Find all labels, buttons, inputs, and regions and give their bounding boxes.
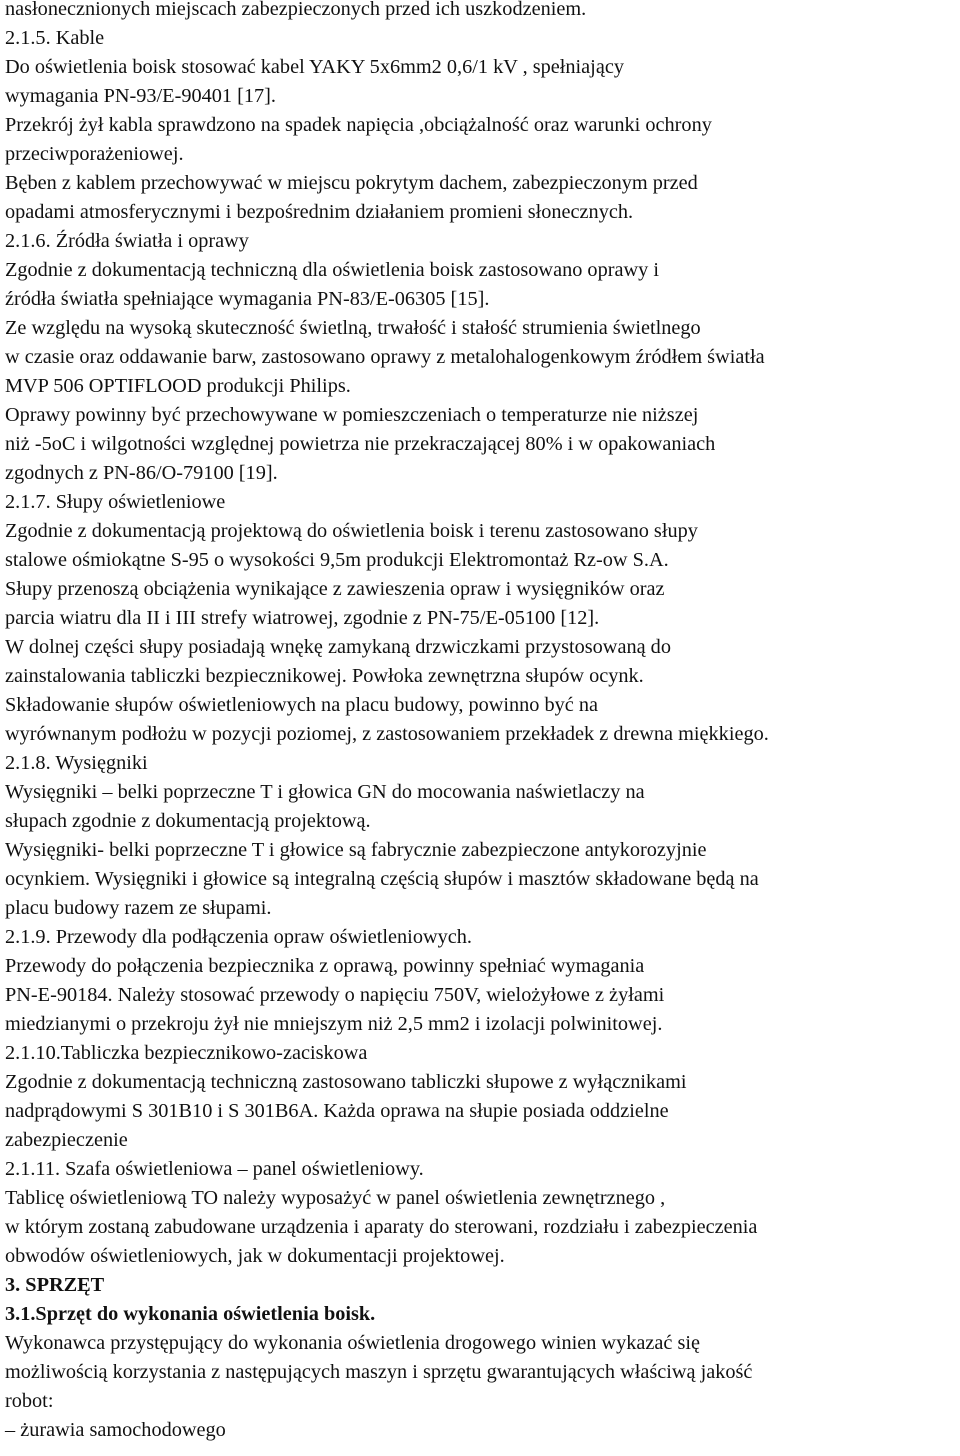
text-line: robot:	[5, 1390, 54, 1412]
text-line: Zgodnie z dokumentacją techniczną dla oświetlenia boisk zastosowano oprawy i	[5, 259, 659, 281]
text-line: zabezpieczenie	[5, 1129, 128, 1151]
text-line: Oprawy powinny być przechowywane w pomieszczeniach o temperaturze nie niższej	[5, 404, 699, 426]
text-line: stalowe ośmiokątne S-95 o wysokości 9,5m produkcji Elektromontaż Rz-ow S.A.	[5, 549, 669, 571]
text-line: Zgodnie z dokumentacją techniczną zastosowano tabliczki słupowe z wyłącznikami	[5, 1071, 687, 1093]
text-line: nasłonecznionych miejscach zabezpieczonych przed ich uszkodzeniem.	[5, 0, 587, 20]
text-line: źródła światła spełniające wymagania PN-83/E-06305 [15].	[5, 288, 490, 310]
text-line: Zgodnie z dokumentacją projektową do oświetlenia boisk i terenu zastosowano słupy	[5, 520, 698, 542]
text-line: obwodów oświetleniowych, jak w dokumentacji projektowej.	[5, 1245, 505, 1267]
text-line: w którym zostaną zabudowane urządzenia i aparaty do sterowani, rozdziału i zabezpieczenia	[5, 1216, 758, 1238]
text-line: w czasie oraz oddawanie barw, zastosowano oprawy z metalohalogenkowym źródłem światła	[5, 346, 765, 368]
section-heading-line: 3. SPRZĘT	[5, 1274, 105, 1296]
text-line: Wysięgniki- belki poprzeczne T i głowice są fabrycznie zabezpieczone antykorozyjnie	[5, 839, 707, 861]
text-line: W dolnej części słupy posiadają wnękę zamykaną drzwiczkami przystosowaną do	[5, 636, 671, 658]
text-line: Wykonawca przystępujący do wykonania oświetlenia drogowego winien wykazać się	[5, 1332, 700, 1354]
text-line: 2.1.7. Słupy oświetleniowe	[5, 491, 226, 513]
text-line: placu budowy razem ze słupami.	[5, 897, 272, 919]
text-line: miedzianymi o przekroju żył nie mniejszym niż 2,5 mm2 i izolacji polwinitowej.	[5, 1013, 663, 1035]
text-line: niż -5oC i wilgotności względnej powietrza nie przekraczającej 80% i w opakowaniach	[5, 433, 716, 455]
document-page	[5, 0, 960, 1445]
text-line: wyrównanym podłożu w pozycji poziomej, z zastosowaniem przekładek z drewna miękkiego.	[5, 723, 769, 745]
text-line: Ze względu na wysoką skuteczność świetlną, trwałość i stałość strumienia świetlnego	[5, 317, 701, 339]
text-line: 2.1.6. Źródła światła i oprawy	[5, 230, 249, 252]
text-line: Składowanie słupów oświetleniowych na placu budowy, powinno być na	[5, 694, 599, 716]
text-line: parcia wiatru dla II i III strefy wiatrowej, zgodnie z PN-75/E-05100 [12].	[5, 607, 600, 629]
text-line: Przekrój żył kabla sprawdzono na spadek napięcia ,obciążalność oraz warunki ochrony	[5, 114, 712, 136]
text-line: 2.1.5. Kable	[5, 27, 105, 49]
text-line: możliwością korzystania z następujących maszyn i sprzętu gwarantujących właściwą jakość	[5, 1361, 753, 1383]
text-line: wymagania PN-93/E-90401 [17].	[5, 85, 276, 107]
text-line: 2.1.9. Przewody dla podłączenia opraw oświetleniowych.	[5, 926, 472, 948]
text-line: MVP 506 OPTIFLOOD produkcji Philips.	[5, 375, 351, 397]
text-line: Do oświetlenia boisk stosować kabel YAKY 5x6mm2 0,6/1 kV , spełniający	[5, 56, 624, 78]
text-line: ocynkiem. Wysięgniki i głowice są integralną częścią słupów i masztów składowane będą na	[5, 868, 759, 890]
text-line: 2.1.10.Tabliczka bezpiecznikowo-zaciskowa	[5, 1042, 368, 1064]
text-line: zgodnych z PN-86/O-79100 [19].	[5, 462, 278, 484]
text-line: – żurawia samochodowego	[5, 1419, 226, 1441]
text-line: opadami atmosferycznymi i bezpośrednim działaniem promieni słonecznych.	[5, 201, 634, 223]
text-line: PN-E-90184. Należy stosować przewody o napięciu 750V, wielożyłowe z żyłami	[5, 984, 665, 1006]
text-line: przeciwporażeniowej.	[5, 143, 184, 165]
text-line: słupach zgodnie z dokumentacją projektową.	[5, 810, 371, 832]
text-line: 2.1.11. Szafa oświetleniowa – panel oświetleniowy.	[5, 1158, 424, 1180]
section-heading-line: 3.1.Sprzęt do wykonania oświetlenia boisk.	[5, 1303, 376, 1325]
text-line: Przewody do połączenia bezpiecznika z oprawą, powinny spełniać wymagania	[5, 955, 645, 977]
text-line: Słupy przenoszą obciążenia wynikające z zawieszenia opraw i wysięgników oraz	[5, 578, 665, 600]
text-line: zainstalowania tabliczki bezpiecznikowej. Powłoka zewnętrzna słupów ocynk.	[5, 665, 644, 687]
text-line: Wysięgniki – belki poprzeczne T i głowica GN do mocowania naświetlaczy na	[5, 781, 645, 803]
text-line: 2.1.8. Wysięgniki	[5, 752, 148, 774]
text-line: Bęben z kablem przechowywać w miejscu pokrytym dachem, zabezpieczonym przed	[5, 172, 698, 194]
text-line: Tablicę oświetleniową TO należy wyposażyć w panel oświetlenia zewnętrznego ,	[5, 1187, 666, 1209]
text-line: nadprądowymi S 301B10 i S 301B6A. Każda oprawa na słupie posiada oddzielne	[5, 1100, 669, 1122]
